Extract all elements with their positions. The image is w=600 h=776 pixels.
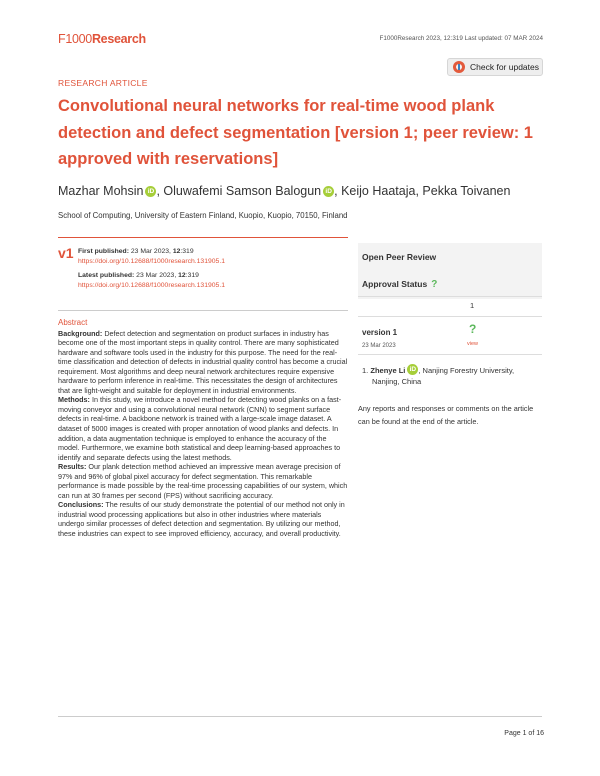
page-number: Page 1 of 16 <box>504 730 544 737</box>
divider <box>358 296 542 297</box>
divider <box>358 316 542 317</box>
doi-link[interactable]: https://doi.org/10.12688/f1000research.131905.1 <box>78 282 225 289</box>
check-for-updates-label: Check for updates <box>470 62 539 72</box>
author-name[interactable]: Oluwafemi Samson Balogun <box>163 184 322 198</box>
review-note: Any reports and responses or comments on the article can be found at the end of the article. <box>358 404 534 426</box>
author-name[interactable]: Mazhar Mohsin <box>58 184 144 198</box>
abstract-results: Results: Our plank detection method achieved an impressive mean average precision of 97% and 96% of global pixel accuracy for defect segmentation. This remarkable performance is made possible by the real-time processing capabilities of our system, which can run at 30 frames per second (FPS) without sacrificing accuracy. <box>58 462 348 500</box>
abstract-heading: Abstract <box>58 318 88 327</box>
author-name[interactable]: Pekka Toivanen <box>422 184 511 198</box>
doi-link[interactable]: https://doi.org/10.12688/f1000research.131905.1 <box>78 258 225 265</box>
author-list: Mazhar Mohsin iD , Oluwafemi Samson Balogun iD , Keijo Haataja, Pekka Toivanen <box>58 184 511 198</box>
orcid-icon[interactable]: iD <box>323 186 334 197</box>
orcid-icon[interactable]: iD <box>407 364 418 375</box>
latest-published: Latest published: 23 Mar 2023, 12:319 https://doi.org/10.12688/f1000research.131905.1 <box>78 272 225 289</box>
reviewer-name[interactable]: Zhenye Li <box>370 366 406 375</box>
citation-line: F1000Research 2023, 12:319 Last updated: 07 MAR 2024 <box>379 35 543 42</box>
orcid-icon[interactable]: iD <box>145 186 156 197</box>
divider <box>58 716 542 717</box>
version-date: 23 Mar 2023 <box>362 343 396 349</box>
abstract-background: Background: Defect detection and segmentation on product surfaces in industry has become one of the most important steps in quality control. There are many sophisticated hardware and software tools used in the industry for this purpose. The need for the real-time classification and detection of defects in industrial quality control has become a crucial requirement. Most algorithms and deep neural network architectures require expensive hardware to perform inference in real-time. This necessitates the design of architectures that are light-weight and suitable for deployment in industrial environments. <box>58 328 348 395</box>
abstract <box>58 318 348 539</box>
journal-logo: F1000Research <box>58 32 146 46</box>
article-title: Convolutional neural networks for real-time wood plank detection and defect segmentation [version 1; peer review: 1 approved with reservations] <box>58 97 533 168</box>
peer-review-title: Open Peer Review <box>362 252 437 262</box>
question-icon: ? <box>469 322 477 336</box>
first-published: First published: 23 Mar 2023, 12:319 https://doi.org/10.12688/f1000research.131905.1 <box>78 248 225 265</box>
view-report-link[interactable]: view <box>467 341 479 347</box>
abstract-methods: Methods: In this study, we introduce a novel method for detecting wood planks on a fast-moving conveyor and using a convolutional neural network (CNN) to segment surface defects in real-time. A backbone network is trained with a large-scale image dataset. A dataset of 5000 images is created with proper annotation of wood planks and defects. In addition, a data augmentation technique is employed to enhance the accuracy of the model. Furthermore, we examine both statistical and deep learning-based approaches to identify and separate defects using the latest methods. <box>58 395 342 462</box>
crossmark-icon <box>452 60 466 74</box>
divider <box>58 310 348 311</box>
check-for-updates-button[interactable] <box>447 58 543 76</box>
question-icon: ? <box>431 279 438 290</box>
version-label: version 1 <box>362 328 398 337</box>
abstract-conclusions: Conclusions: The results of our study demonstrate the potential of our method not only in industrial wood processing applications but also in other industries where materials undergo similar processes of defect detection and segmentation. By utilizing our method, these industries can expect to see improved efficiency, accuracy, and overall productivity. <box>58 500 345 539</box>
reviewer-column-number: 1 <box>470 301 475 310</box>
affiliation: School of Computing, University of Eastern Finland, Kuopio, Kuopio, 70150, Finland <box>58 211 348 220</box>
reviewer-entry: 1. Zhenye Li iD , Nanjing Forestry University, Nanjing, China <box>362 366 515 386</box>
approval-status: Approval Status ? <box>362 279 438 290</box>
divider <box>58 237 348 238</box>
version-badge: v1 <box>58 245 74 261</box>
divider <box>358 354 542 355</box>
author-name[interactable]: Keijo Haataja <box>341 184 416 198</box>
article-type: RESEARCH ARTICLE <box>58 78 148 88</box>
